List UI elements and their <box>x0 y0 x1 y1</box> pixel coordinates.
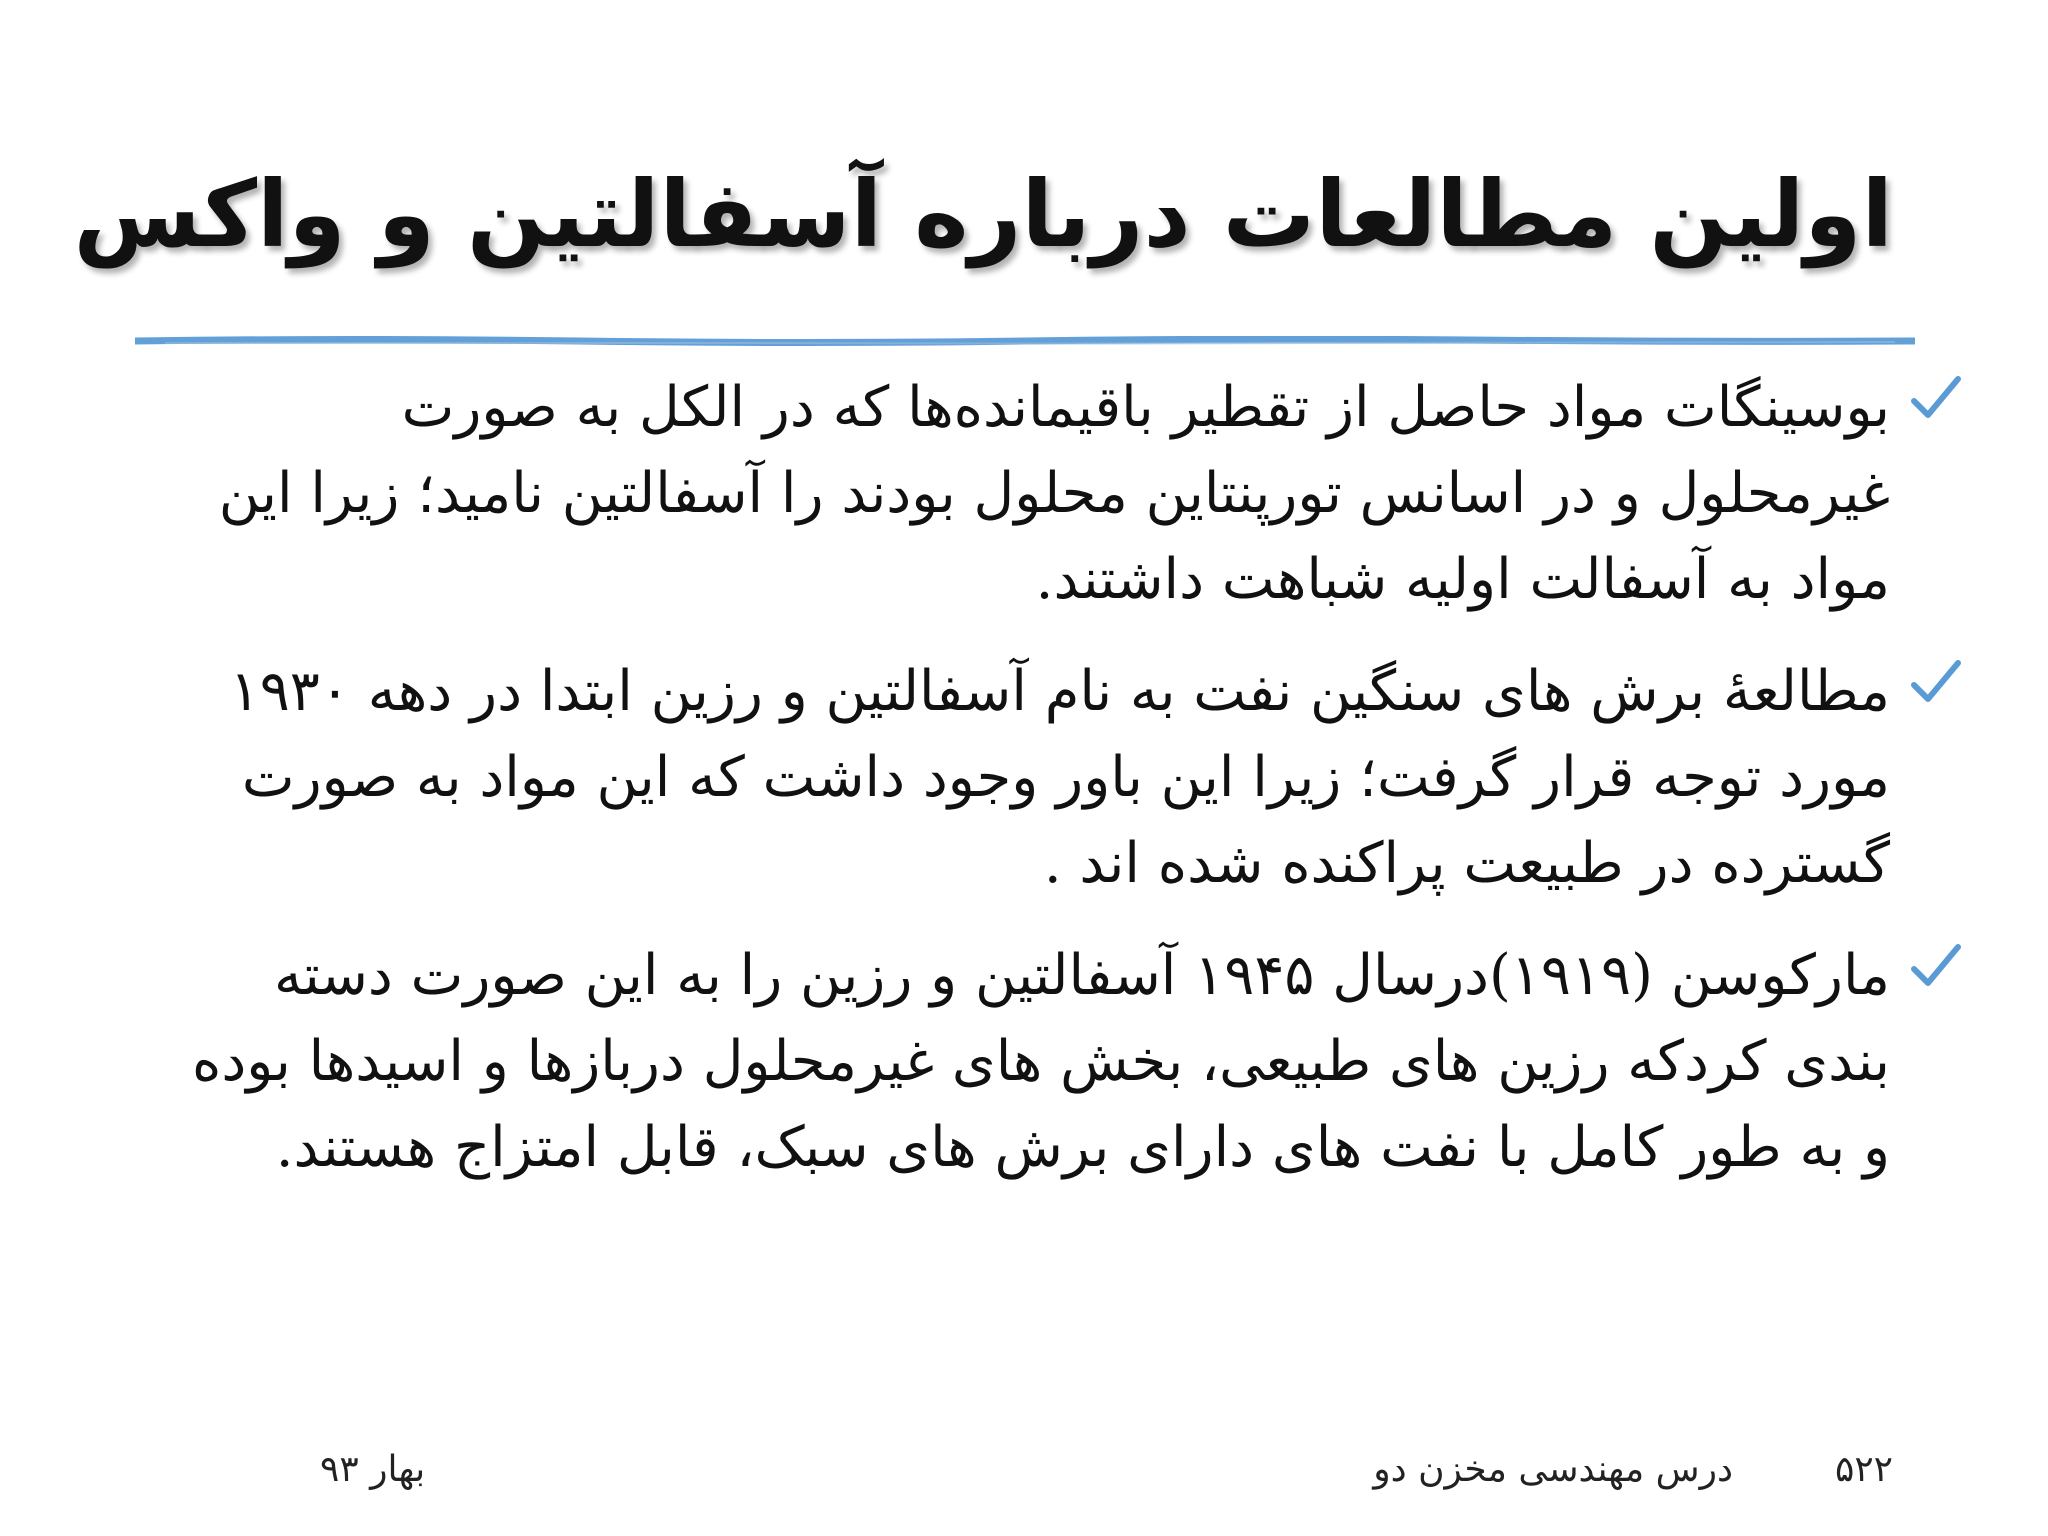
bullet-item <box>168 649 1928 907</box>
check-icon <box>1908 939 1964 995</box>
footer-course-name: درس مهندسی مخزن دو <box>1373 1449 1733 1490</box>
slide-title: اولین مطالعات درباره آسفالتین و واکس <box>73 161 1893 268</box>
bullet-text: مطالعهٔ برش های سنگین نفت به نام آسفالتین و رزین ابتدا در دهه ۱۹۳۰ مورد توجه قرار گرفت؛ زیرا این باور وجود داشت که این مواد به صورت گسترده در طبیعت پراکنده شده اند . <box>229 659 1890 896</box>
bullet-item <box>168 365 1928 623</box>
bullet-item <box>168 933 1928 1191</box>
bullet-list <box>168 365 1928 1217</box>
title-divider <box>135 336 1915 346</box>
check-icon <box>1908 371 1964 427</box>
footer-term: بهار ۹۳ <box>320 1449 426 1490</box>
footer-page-number: ۵۲۲ <box>1834 1449 1893 1490</box>
check-icon <box>1908 655 1964 711</box>
bullet-text: مارکوسن (۱۹۱۹)درسال ۱۹۴۵ آسفالتین و رزین را به این صورت دسته بندی کردکه رزین های طبیعی، بخش های غیرمحلول دربازها و اسیدها بوده و به طور کامل با نفت های دارای برش های سبک، قابل امتزاج هستند. <box>192 943 1890 1180</box>
bullet-text: بوسینگات مواد حاصل از تقطیر باقیمانده‌ها که در الکل به صورت غیرمحلول و در اسانس تورپنتاین محلول بودند را آسفالتین نامید؛ زیرا این مواد به آسفالت اولیه شباهت داشتند. <box>218 375 1890 612</box>
